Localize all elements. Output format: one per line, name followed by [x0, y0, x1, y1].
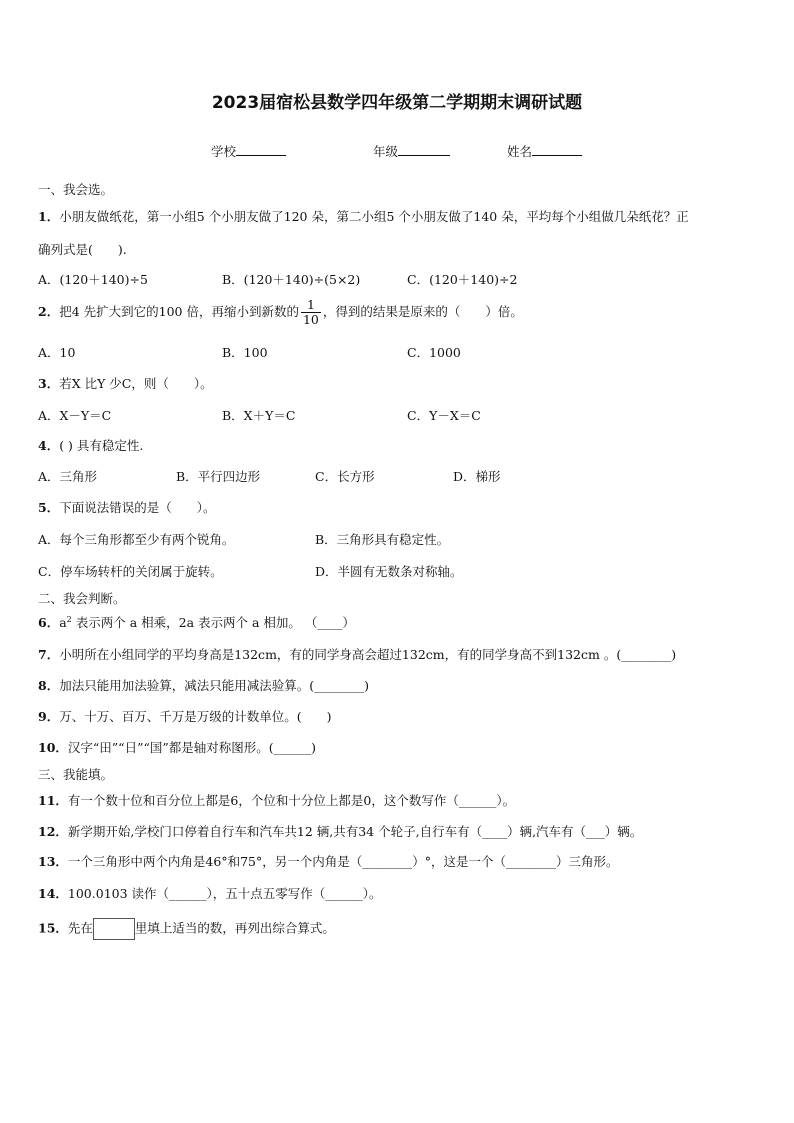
question-8: [38, 676, 369, 694]
question-number: 6．: [38, 615, 60, 630]
question-1-line-2: 确列式是( ).: [38, 242, 127, 257]
question-number: 8．: [38, 678, 60, 693]
question-number: 11．: [38, 793, 68, 808]
question-text: 新学期开始,学校门口停着自行车和汽车共12 辆,共有34 个轮子,自行车有（____）辆,汽车有（___）辆。: [67, 824, 643, 839]
question-5: [38, 498, 215, 516]
question-text-pre: 先在: [67, 920, 93, 936]
question-text: 100.0103 读作（______），五十点五零写作（______）。: [67, 886, 382, 901]
grade-label: 年级: [373, 144, 399, 159]
question-11: [38, 791, 515, 809]
question-5-option-a[interactable]: A．每个三角形都至少有两个锐角。: [38, 532, 235, 547]
question-7: [38, 645, 676, 663]
question-text: 一个三角形中两个内角是46°和75°，另一个内角是（________）°，这是一个（________）三角形。: [67, 854, 619, 869]
question-1-option-b[interactable]: B．(120＋140)÷(5×2): [222, 272, 361, 287]
name-label: 姓名: [507, 144, 533, 159]
question-5-option-d[interactable]: D．半圆有无数条对称轴。: [315, 564, 463, 579]
question-number: 7．: [38, 647, 60, 662]
question-text: 万、十万、百万、千万是万级的计数单位。( ): [59, 709, 332, 724]
question-number: 5．: [38, 500, 60, 515]
question-3-option-c[interactable]: C．Y－X＝C: [407, 408, 481, 423]
question-number: 9．: [38, 709, 60, 724]
question-4: [38, 436, 143, 454]
fraction: [301, 298, 321, 327]
question-text-post: ，得到的结果是原来的（ ）倍。: [322, 304, 523, 319]
question-5-option-b[interactable]: B．三角形具有稳定性。: [315, 532, 450, 547]
question-2-option-b[interactable]: B．100: [222, 345, 268, 360]
school-blank[interactable]: [236, 141, 286, 156]
section-2-heading: 二、我会判断。: [38, 591, 126, 606]
superscript: 2: [66, 614, 72, 624]
question-4-option-b[interactable]: B．平行四边形: [176, 469, 261, 484]
question-text: 有一个数十位和百分位上都是6，个位和十分位上都是0，这个数写作（______）。: [67, 793, 516, 808]
question-text-post: 表示两个 a 相乘，2a 表示两个 a 相加。 （____）: [71, 615, 355, 630]
question-9: [38, 707, 331, 725]
question-13: [38, 852, 618, 870]
question-text-post: 里填上适当的数，再列出综合算式。: [134, 920, 335, 936]
fraction-denominator: 10: [302, 312, 319, 327]
name-blank[interactable]: [532, 141, 582, 156]
question-6: [38, 613, 355, 631]
question-text: 小朋友做纸花，第一小组5 个小朋友做了120 朵，第二小组5 个小朋友做了140 朵，平均每个小组做几朵纸花？正: [59, 209, 689, 224]
question-text: 加法只能用加法验算，减法只能用减法验算。(________): [59, 678, 369, 693]
question-3-option-a[interactable]: A．X－Y＝C: [38, 408, 112, 423]
question-3: [38, 374, 213, 392]
question-1-option-c[interactable]: C．(120＋140)÷2: [407, 272, 518, 287]
question-text: 若X 比Y 少C，则（ ）。: [59, 376, 213, 391]
question-text: 汉字“田”“日”“国”都是轴对称图形。(______): [67, 740, 317, 755]
question-text-pre: 把4 先扩大到它的100 倍，再缩小到新数的: [59, 304, 299, 319]
question-text: ( ) 具有稳定性.: [59, 438, 144, 453]
question-number: 12．: [38, 824, 68, 839]
question-text: 小明所在小组同学的平均身高是132cm，有的同学身高会超过132cm，有的同学身高不到132cm 。(________): [59, 647, 677, 662]
question-15: [38, 918, 335, 940]
question-14: [38, 884, 382, 902]
question-number: 14．: [38, 886, 68, 901]
question-number: 10．: [38, 740, 68, 755]
school-label: 学校: [211, 144, 237, 159]
question-text: 下面说法错误的是（ ）。: [59, 500, 216, 515]
section-1-heading: 一、我会选。: [38, 182, 114, 197]
question-1-line-1: [38, 207, 689, 225]
question-10: [38, 738, 316, 756]
question-5-option-c[interactable]: C．停车场转杆的关闭属于旋转。: [38, 564, 223, 579]
question-2: [38, 298, 523, 327]
question-number: 4．: [38, 438, 60, 453]
answer-box[interactable]: [93, 918, 135, 940]
question-3-option-b[interactable]: B．X＋Y＝C: [222, 408, 296, 423]
question-4-option-d[interactable]: D．梯形: [453, 469, 501, 484]
grade-field: [373, 141, 450, 160]
question-4-option-a[interactable]: A．三角形: [38, 469, 98, 484]
question-number: 1．: [38, 209, 60, 224]
fraction-numerator: 1: [301, 298, 321, 313]
question-number: 15．: [38, 920, 68, 936]
section-3-heading: 三、我能填。: [38, 767, 114, 782]
exam-title: 2023届宿松县数学四年级第二学期期末调研试题: [211, 93, 583, 113]
question-number: 13．: [38, 854, 68, 869]
question-number: 2．: [38, 304, 60, 319]
question-1-option-a[interactable]: A．(120＋140)÷5: [38, 272, 148, 287]
school-field: [211, 141, 286, 160]
question-text-pre: a: [59, 615, 67, 630]
question-4-option-c[interactable]: C．长方形: [315, 469, 375, 484]
question-12: [38, 822, 642, 840]
question-2-option-a[interactable]: A．10: [38, 345, 76, 360]
grade-blank[interactable]: [398, 141, 450, 156]
question-2-option-c[interactable]: C．1000: [407, 345, 461, 360]
question-number: 3．: [38, 376, 60, 391]
name-field: [507, 141, 582, 160]
